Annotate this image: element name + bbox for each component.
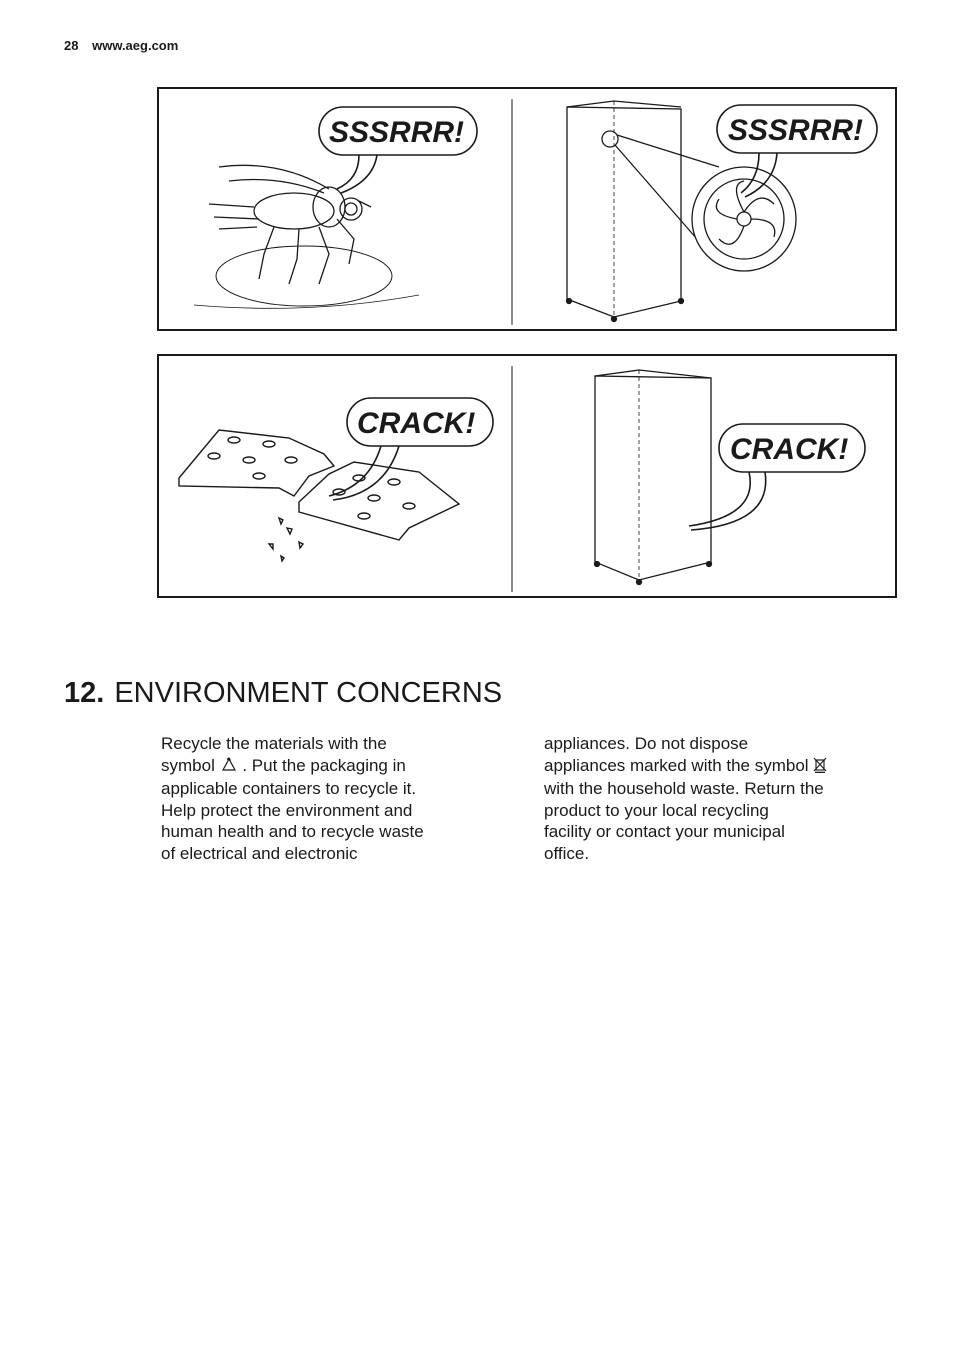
text-line: product to your local recycling: [544, 800, 769, 820]
website-url: www.aeg.com: [92, 38, 179, 53]
bubble-text-left: SSSRRR!: [329, 116, 465, 149]
text-line: appliances. Do not dispose: [544, 734, 749, 753]
cracking-illustration: [159, 356, 895, 596]
ice-tray-icon: [179, 430, 459, 561]
bubble-text-right: SSSRRR!: [728, 114, 864, 147]
freezer-icon: [595, 370, 712, 585]
text-line: office.: [544, 843, 590, 863]
text-line: symbol . Put the packaging in: [161, 755, 471, 779]
text-line: Help protect the environment and: [161, 800, 413, 820]
page-number: 28: [64, 38, 79, 53]
page-header: [64, 38, 178, 53]
text-line: appliances marked with the symbol: [544, 755, 854, 779]
crossed-bin-icon: [813, 757, 827, 779]
illustration-panel-hissing: [157, 87, 897, 331]
section-heading: [64, 677, 502, 710]
fly-icon: [194, 165, 419, 308]
text-line: of electrical and electronic: [161, 843, 358, 863]
recycle-icon: [220, 757, 238, 779]
text-line: with the household waste. Return the: [544, 779, 824, 799]
section-title: ENVIRONMENT CONCERNS: [114, 677, 503, 709]
text-line: facility or contact your municipal: [544, 822, 785, 842]
bubble-text-left: CRACK!: [357, 407, 476, 440]
text-line: applicable containers to recycle it.: [161, 779, 417, 799]
section-number: 12.: [64, 677, 105, 709]
body-column-right: [544, 733, 854, 865]
illustration-panel-cracking: [157, 354, 897, 598]
text-line: human health and to recycle waste: [161, 822, 424, 842]
bubble-text-right: CRACK!: [730, 433, 849, 466]
body-column-left: [161, 733, 471, 865]
text-line: Recycle the materials with the: [161, 734, 387, 753]
hissing-illustration: [159, 89, 895, 329]
